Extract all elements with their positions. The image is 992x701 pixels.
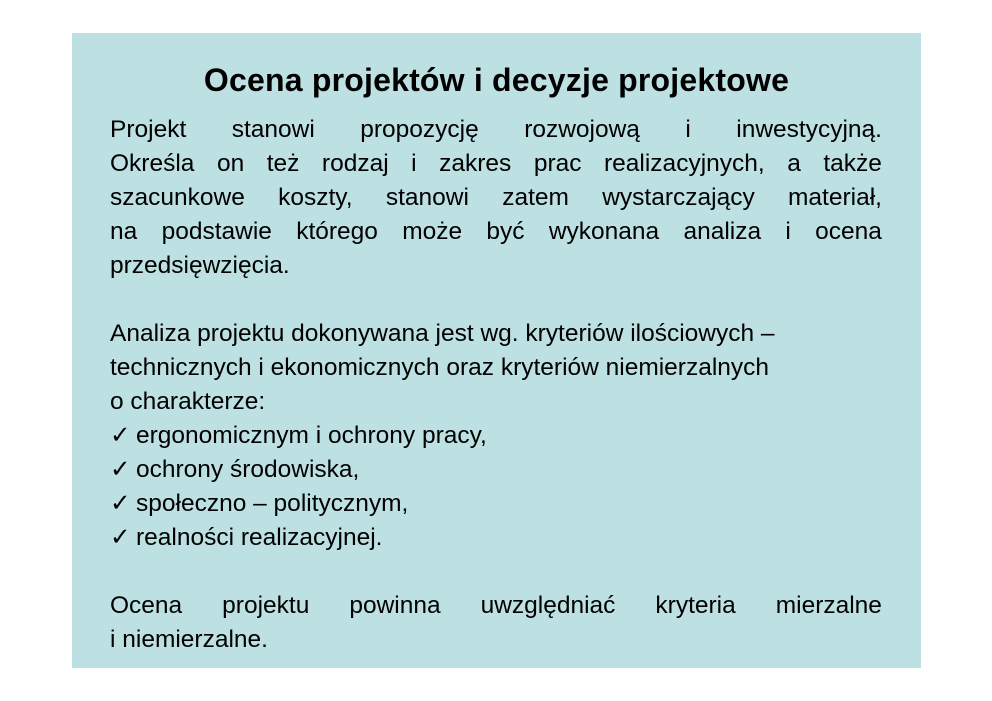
bullet-text: ergonomicznym i ochrony pracy, (136, 422, 487, 449)
word: realizacyjnych, (604, 150, 765, 177)
word: rodzaj (321, 150, 389, 177)
paragraph2-line-3: o charakterze: (110, 388, 266, 415)
word: inwestycyjną. (736, 116, 882, 143)
word: projektu (222, 592, 310, 619)
word: szacunkowe (110, 184, 245, 211)
paragraph3-line-1 (110, 589, 882, 623)
word: materiał, (788, 184, 882, 211)
word: może (402, 218, 463, 245)
slide-body (110, 113, 882, 657)
checkmark-icon: ✓ (110, 422, 131, 449)
word: powinna (349, 592, 441, 619)
paragraph2-line-2: technicznych i ekonomicznych oraz kryteriów niemierzalnych (110, 354, 770, 381)
word: stanowi (385, 184, 469, 211)
word: którego (296, 218, 378, 245)
word: uwzględniać (480, 592, 616, 619)
paragraph1-line-5: przedsięwzięcia. (110, 252, 290, 279)
word: być (486, 218, 525, 245)
word: stanowi (231, 116, 315, 143)
word: mierzalne (775, 592, 882, 619)
word: także (823, 150, 882, 177)
word: wystarczający (602, 184, 755, 211)
word: i (785, 218, 791, 245)
word: Projekt (110, 116, 187, 143)
word: kryteria (655, 592, 736, 619)
bullet-item (110, 521, 882, 555)
paragraph-spacer (110, 283, 882, 317)
word: prac (533, 150, 582, 177)
checkmark-icon: ✓ (110, 524, 131, 551)
bullet-item (110, 419, 882, 453)
word: i (411, 150, 417, 177)
paragraph2-line-1: Analiza projektu dokonywana jest wg. kryteriów ilościowych – (110, 320, 775, 347)
word: zatem (502, 184, 569, 211)
word: Ocena (110, 592, 183, 619)
paragraph3-line-2: i niemierzalne. (110, 626, 268, 653)
word: wykonana (548, 218, 660, 245)
bullet-text: ochrony środowiska, (136, 456, 360, 483)
bullet-text: realności realizacyjnej. (136, 524, 383, 551)
word: też (266, 150, 300, 177)
word: koszty, (278, 184, 353, 211)
bullet-text: społeczno – politycznym, (136, 490, 409, 517)
slide-panel (72, 33, 921, 668)
word: rozwojową (524, 116, 640, 143)
word: a (787, 150, 801, 177)
paragraph1-line-3 (110, 181, 882, 215)
word: podstawie (161, 218, 272, 245)
word: zakres (439, 150, 512, 177)
word: na (110, 218, 138, 245)
slide-title: Ocena projektów i decyzje projektowe (203, 62, 790, 98)
checkmark-icon: ✓ (110, 456, 131, 483)
paragraph-spacer (110, 555, 882, 589)
bullet-item (110, 487, 882, 521)
word: i (685, 116, 691, 143)
word: analiza (683, 218, 762, 245)
paragraph1-line-2 (110, 147, 882, 181)
word: ocena (815, 218, 882, 245)
paragraph1-line-4 (110, 215, 882, 249)
word: on (216, 150, 245, 177)
word: propozycję (360, 116, 479, 143)
paragraph1-line-1 (110, 113, 882, 147)
word: Określa (110, 150, 195, 177)
bullet-item (110, 453, 882, 487)
checkmark-icon: ✓ (110, 490, 131, 517)
